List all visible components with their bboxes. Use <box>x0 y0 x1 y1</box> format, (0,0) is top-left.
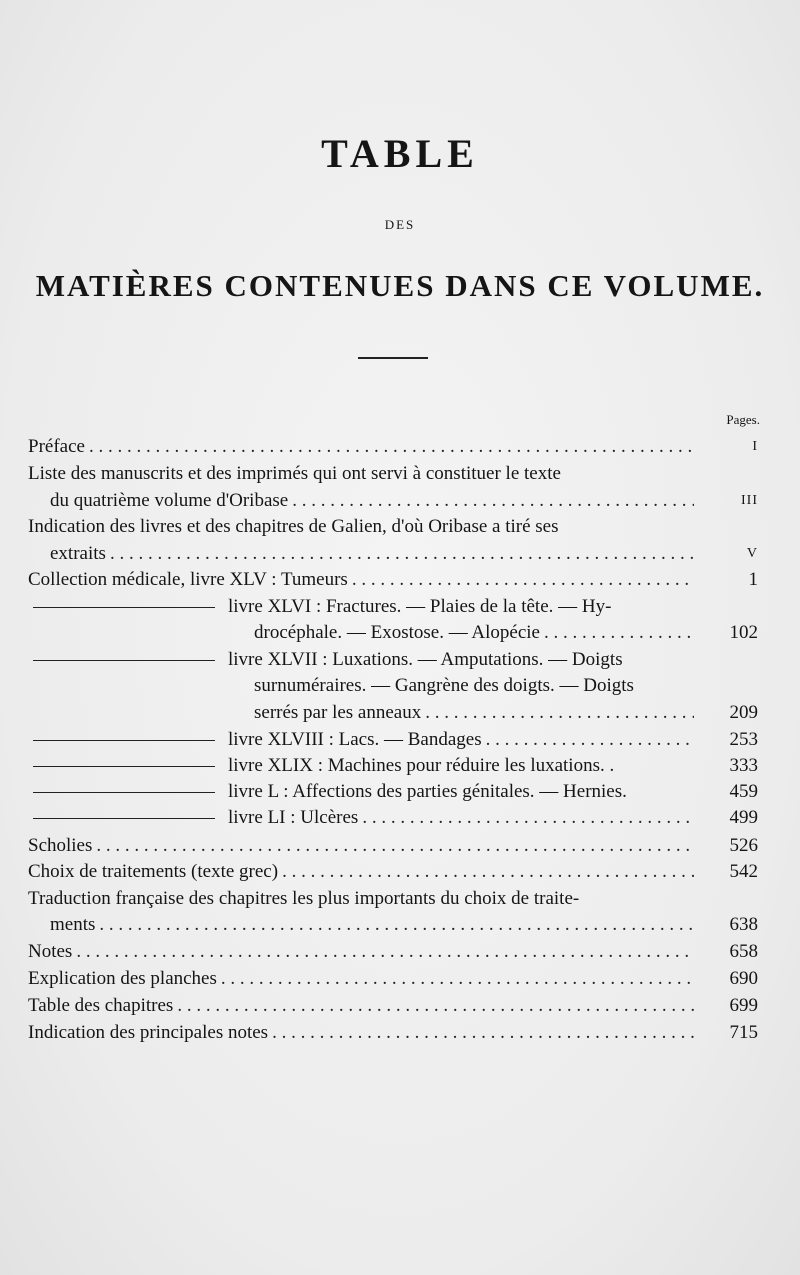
page-number: 526 <box>729 835 758 856</box>
dot-leader <box>362 805 694 831</box>
ditto-rule <box>33 660 215 661</box>
ditto-rule <box>33 766 215 767</box>
page-number: 699 <box>729 995 758 1016</box>
dot-leader <box>282 859 694 885</box>
page-number: 102 <box>729 622 758 643</box>
page-number: V <box>746 546 758 561</box>
toc-entry-livre-xlvii-line1: livre XLVII : Luxations. — Amputations. — Doigts <box>228 649 623 670</box>
page-number: I <box>752 439 758 454</box>
ditto-rule <box>33 792 215 793</box>
dot-leader <box>292 488 694 514</box>
entry-label: ments <box>50 914 96 935</box>
title-connector: DES <box>384 217 416 232</box>
dot-leader <box>486 727 694 753</box>
entry-label: Indication des principales notes <box>28 1022 269 1043</box>
toc-entry-traduction-line1: Traduction française des chapitres les plus importants du choix de traite- <box>28 888 580 909</box>
toc-entry-choix <box>28 859 698 885</box>
toc-entry-livre-xlvii-line2: surnuméraires. — Gangrène des doigts. — Doigts <box>254 675 634 696</box>
entry-label: Notes <box>28 941 73 962</box>
entry-label: Table des chapitres <box>28 995 174 1016</box>
entry-label: serrés par les anneaux <box>254 702 422 723</box>
toc-entry-notes <box>28 939 698 965</box>
page-number: 459 <box>729 781 758 802</box>
page-number: 690 <box>729 968 758 989</box>
toc-entry-livre-xlv <box>28 567 698 593</box>
dot-leader <box>110 541 694 567</box>
toc-entry-liste-line2 <box>50 488 698 514</box>
toc-entry-livre-xlix: livre XLIX : Machines pour réduire les luxations. . <box>228 755 615 776</box>
toc-entry-liste-line1: Liste des manuscrits et des imprimés qui ont servi à constituer le texte <box>28 463 561 484</box>
entry-label: Choix de traitements (texte grec) <box>28 861 279 882</box>
entry-label: du quatrième volume d'Oribase <box>50 490 289 511</box>
toc-entry-traduction-line2 <box>50 912 698 938</box>
entry-label: Collection médicale, livre XLV : Tumeurs <box>28 569 348 590</box>
toc-entry-principales-notes <box>28 1020 698 1046</box>
dot-leader <box>177 993 694 1019</box>
dot-leader <box>76 939 694 965</box>
page-number: 638 <box>729 914 758 935</box>
page-number: 209 <box>729 702 758 723</box>
toc-entry-livre-xlviii <box>228 727 698 753</box>
dot-leader <box>221 966 694 992</box>
page-number: 1 <box>748 569 758 590</box>
dot-leader <box>99 912 694 938</box>
page-number: 499 <box>729 807 758 828</box>
entry-label: extraits <box>50 543 106 564</box>
page-number: 658 <box>729 941 758 962</box>
ditto-rule <box>33 607 215 608</box>
toc-entry-livre-li <box>228 805 698 831</box>
entry-label: Préface <box>28 436 85 457</box>
ditto-rule <box>33 818 215 819</box>
toc-entry-chapitres <box>28 993 698 1019</box>
dot-leader <box>352 567 694 593</box>
toc-entry-preface <box>28 434 698 460</box>
page-number: III <box>741 493 758 508</box>
dot-leader <box>272 1020 694 1046</box>
entry-label: Explication des planches <box>28 968 217 989</box>
toc-entry-livre-xlvi-line1: livre XLVI : Fractures. — Plaies de la tête. — Hy- <box>228 596 612 617</box>
pages-column-header: Pages. <box>726 412 760 427</box>
page-title: TABLE <box>321 131 479 176</box>
dot-leader <box>96 833 694 859</box>
ditto-rule <box>33 740 215 741</box>
toc-entry-indication-line2 <box>50 541 698 567</box>
page-number: 333 <box>729 755 758 776</box>
dot-leader <box>89 434 694 460</box>
title-divider <box>358 357 428 359</box>
toc-entry-livre-xlvi-line2 <box>254 620 698 646</box>
page-number: 253 <box>729 729 758 750</box>
page-number: 715 <box>729 1022 758 1043</box>
dot-leader <box>425 700 694 726</box>
entry-label: livre LI : Ulcères <box>228 807 359 828</box>
entry-label: livre XLVIII : Lacs. — Bandages <box>228 729 482 750</box>
dot-leader <box>544 620 694 646</box>
page-subtitle: MATIÈRES CONTENUES DANS CE VOLUME. <box>35 268 765 303</box>
entry-label: drocéphale. — Exostose. — Alopécie <box>254 622 540 643</box>
toc-entry-livre-l: livre L : Affections des parties génitales. — Hernies. <box>228 781 627 802</box>
entry-label: Scholies <box>28 835 93 856</box>
toc-entry-livre-xlvii-line3 <box>254 700 698 726</box>
page-number: 542 <box>729 861 758 882</box>
toc-entry-scholies <box>28 833 698 859</box>
toc-entry-indication-line1: Indication des livres et des chapitres de Galien, d'où Oribase a tiré ses <box>28 516 559 537</box>
toc-entry-planches <box>28 966 698 992</box>
